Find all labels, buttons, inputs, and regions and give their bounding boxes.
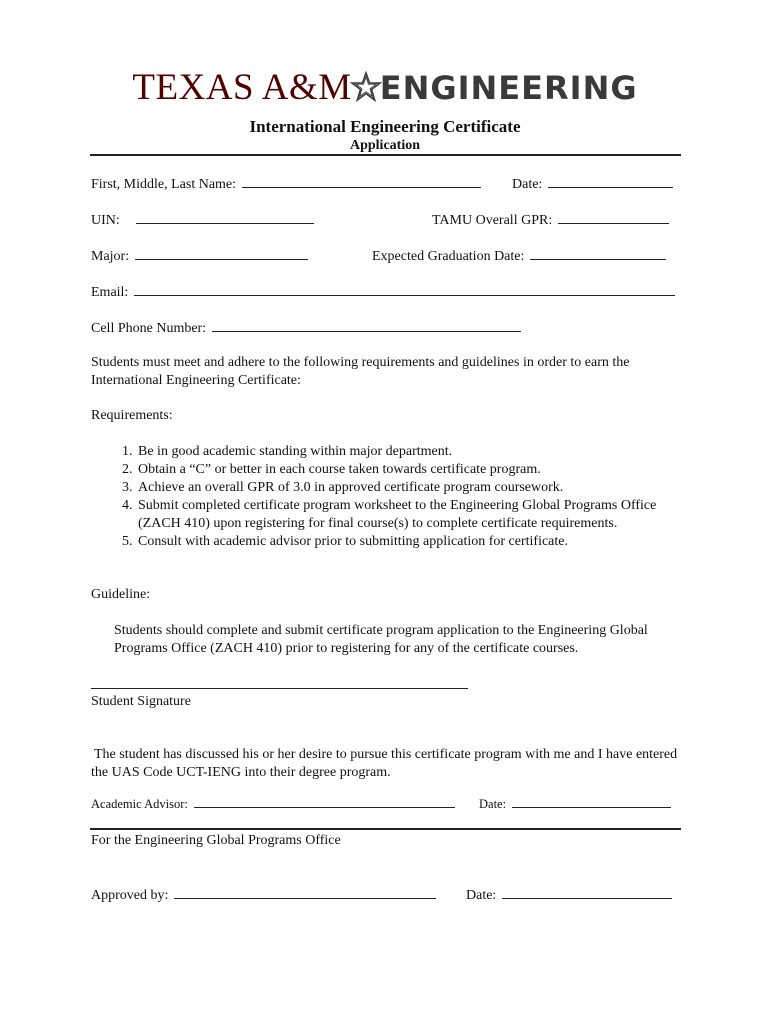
name-field[interactable] [91,175,481,194]
advisor-label: Academic Advisor: [91,797,188,811]
gpr-input-line[interactable] [558,211,669,224]
advisor-input-line[interactable] [194,795,455,808]
grad-date-label: Expected Graduation Date: [372,249,525,264]
page-subtitle: Application [349,138,420,153]
requirement-item: 4. Submit completed certificate program worksheet to the Engineering Global Programs Office (ZACH 410) upon registering for final course(s) to complete certificate requirements. [136,497,671,533]
name-label: First, Middle, Last Name: [91,177,237,192]
texas-am-engineering-logo [0,66,770,109]
email-input-line[interactable] [134,283,675,296]
requirement-item: 2. Obtain a “C” or better in each course taken towards certificate program. [136,461,671,479]
student-signature-line[interactable] [91,688,468,689]
uin-input-line[interactable] [136,211,314,224]
gpr-label: TAMU Overall GPR: [432,213,553,228]
gpr-field[interactable] [432,211,669,230]
advisor-statement: The student has discussed his or her desire to pursue this certificate program with me and I have entered the UAS Code UCT-IENG into their degree program. [91,747,678,780]
logo-engineering-text: ENGINEERING [379,69,638,107]
logo-texas-am-text: TEXAS A&M [132,67,352,108]
approved-date-input-line[interactable] [502,886,672,899]
intro-paragraph: Students must meet and adhere to the following requirements and guidelines in order to earn the International Engineering Certificate: [91,355,630,388]
star-icon [350,71,382,103]
approved-date-label: Date: [466,888,497,903]
office-divider [90,828,681,830]
guideline-paragraph: Students should complete and submit certificate program application to the Engineering Global Programs Office (ZACH 410) prior to registering for any of the certificate courses. [114,623,648,656]
requirement-item: 5. Consult with academic advisor prior to submitting application for certificate. [136,533,671,551]
advisor-date-label: Date: [479,797,507,811]
requirement-item: 3. Achieve an overall GPR of 3.0 in approved certificate program coursework. [136,479,671,497]
date-label: Date: [512,177,543,192]
major-field[interactable] [91,247,308,266]
student-signature-label: Student Signature [91,694,191,709]
advisor-date-field[interactable] [479,795,671,813]
cell-phone-field[interactable] [91,319,521,338]
grad-date-field[interactable] [372,247,666,266]
requirement-item: 1. Be in good academic standing within major department. [136,443,671,461]
approved-date-field[interactable] [466,886,672,905]
date-input-line[interactable] [548,175,673,188]
page-title: International Engineering Certificate [249,117,521,136]
guideline-heading: Guideline: [91,587,151,602]
advisor-date-input-line[interactable] [512,795,671,808]
cell-phone-label: Cell Phone Number: [91,321,207,336]
grad-date-input-line[interactable] [530,247,666,260]
uin-field[interactable] [91,211,314,230]
requirements-list [91,443,671,551]
uin-label: UIN: [91,213,120,228]
name-input-line[interactable] [242,175,481,188]
email-label: Email: [91,285,129,300]
header-divider [90,154,681,156]
office-heading: For the Engineering Global Programs Office [91,833,341,848]
approved-by-field[interactable] [91,886,436,905]
requirements-heading: Requirements: [91,408,173,423]
approved-by-label: Approved by: [91,888,169,903]
advisor-field[interactable] [91,795,455,813]
major-label: Major: [91,249,130,264]
approved-by-input-line[interactable] [174,886,436,899]
cell-phone-input-line[interactable] [212,319,521,332]
email-field[interactable] [91,283,675,302]
date-field[interactable] [512,175,673,194]
major-input-line[interactable] [135,247,308,260]
